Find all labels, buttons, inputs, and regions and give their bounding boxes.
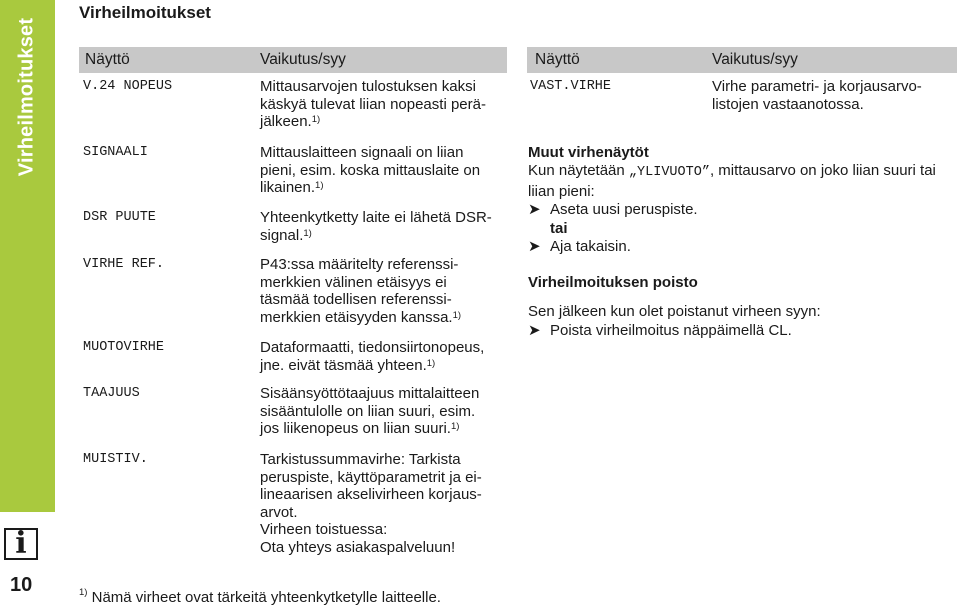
footnote-ref: 1) (452, 309, 462, 321)
side-band (0, 0, 55, 512)
clear-errors-heading: Virheilmoituksen poisto (528, 274, 698, 291)
footnote-ref: 1) (303, 227, 312, 239)
error-description: Sisäänsyöttötaajuus mittalaitteen sisääntulolle on liian suuri, esim. jos liikenopeus on liian suuri.$^{1)}$ (260, 385, 480, 437)
other-errors-heading: Muut virhenäytöt (528, 144, 649, 161)
error-code: VIRHE REF. (83, 257, 165, 272)
other-errors-text: Kun näytetään „YLIVUOTO”, mittausarvo on joko liian suuri tai liian pieni: ➤ Aseta uusi peruspiste. tai ➤ Aja takaisin. (528, 162, 936, 255)
footnote-ref: 1) (450, 421, 460, 432)
left-header-display: Näyttö (85, 51, 130, 68)
error-description: Yhteenkytketty laite ei lähetä DSR- signal.$^{1)}$ (260, 209, 492, 244)
arrow-icon: ➤ (528, 321, 541, 339)
or-label: tai (550, 219, 568, 237)
error-code: MUOTOVIRHE (83, 340, 165, 355)
error-code: TAAJUUS (83, 386, 140, 401)
info-glyph: i (15, 526, 27, 561)
footnote-ref: 1) (426, 357, 436, 369)
footnote-ref: 1) (311, 114, 321, 125)
error-description: Virhe parametri- ja korjausarvo- listojen vastaanotossa. (712, 78, 922, 113)
left-table-header (79, 47, 507, 73)
right-header-cause: Vaikutus/syy (712, 51, 798, 68)
arrow-icon: ➤ (528, 201, 541, 218)
error-code: V.24 NOPEUS (83, 79, 173, 94)
error-code: DSR PUUTE (83, 210, 156, 225)
error-description: Tarkistussummavirhe: Tarkista peruspiste, käyttöparametrit ja ei- lineaarisen akselivirheen korjaus- arvot. Virheen toistuessa: Ota yhteys asiakaspalveluun! (260, 451, 482, 556)
page-title: Virheilmoitukset (79, 3, 211, 22)
info-icon (4, 528, 38, 560)
left-header-cause: Vaikutus/syy (260, 51, 346, 68)
footnote-mark: 1) (79, 587, 88, 598)
right-table-header (527, 47, 957, 73)
error-code: VAST.VIRHE (530, 79, 612, 94)
error-code: SIGNAALI (83, 145, 148, 160)
clear-errors-text: Sen jälkeen kun olet poistanut virheen syyn: ➤ Poista virheilmoitus näppäimellä CL. (528, 303, 821, 339)
footnote-ref: 1) (315, 180, 324, 191)
overflow-code: „YLIVUOTO” (628, 165, 710, 180)
error-description: Mittauslaitteen signaali on liian pieni, esim. koska mittauslaite on likainen.$^{1)}$ (260, 144, 481, 196)
arrow-icon: ➤ (528, 238, 541, 255)
page-number: 10 (10, 574, 33, 596)
side-title: Virheilmoitukset (15, 17, 38, 177)
footnote-text: Nämä virheet ovat tärkeitä yhteenkytketylle laitteelle. (91, 589, 441, 606)
footnote (79, 589, 441, 606)
error-code: MUISTIV. (83, 452, 148, 467)
right-header-display: Näyttö (535, 51, 580, 68)
error-description: Mittausarvojen tulostuksen kaksi käskyä tulevat liian nopeasti perä- jälkeen.$^{1)}$ (260, 78, 486, 130)
error-description: P43:ssa määritelty referenssi- merkkien välinen etäisyys ei täsmää todellisen referenssi- merkkien etäisyyden kanssa.$^{1)}$ (260, 256, 462, 326)
error-description: Dataformaatti, tiedonsiirtonopeus, jne. eivät täsmää yhteen.$^{1)}$ (260, 339, 485, 374)
